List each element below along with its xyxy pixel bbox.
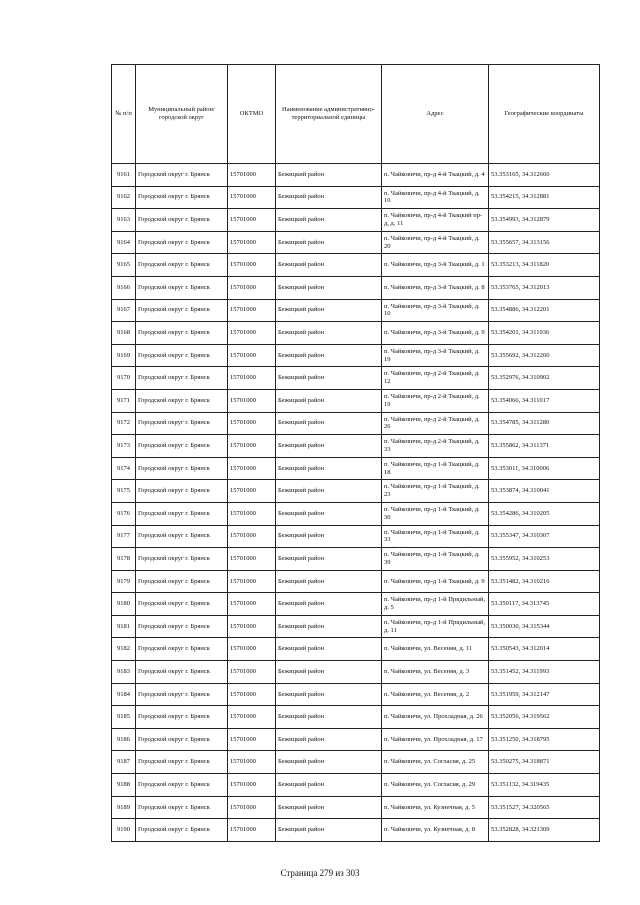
cell-num: 9163 bbox=[112, 209, 136, 232]
cell-municipality: Городской округ г. Брянск bbox=[136, 367, 228, 390]
table-row bbox=[112, 322, 600, 345]
cell-admin-unit: Бежицкий район bbox=[276, 819, 382, 842]
cell-address: п. Чайковичи, ул. Весеняя, д. 3 bbox=[382, 661, 489, 684]
cell-address: п. Чайковичи, пр-д 4-й Ткацкий, д. 10 bbox=[382, 186, 489, 209]
cell-num: 9174 bbox=[112, 457, 136, 480]
cell-coords: 53.351250, 34.318795 bbox=[489, 728, 600, 751]
cell-num: 9171 bbox=[112, 389, 136, 412]
cell-num: 9184 bbox=[112, 683, 136, 706]
table-row bbox=[112, 480, 600, 503]
cell-address: п. Чайковичи, пр-д 3-й Ткацкий, д. 8 bbox=[382, 276, 489, 299]
cell-coords: 53.354215, 34.312881 bbox=[489, 186, 600, 209]
cell-num: 9189 bbox=[112, 796, 136, 819]
cell-num: 9180 bbox=[112, 593, 136, 616]
table-row bbox=[112, 209, 600, 232]
cell-admin-unit: Бежицкий район bbox=[276, 683, 382, 706]
cell-coords: 53.354201, 34.311936 bbox=[489, 322, 600, 345]
cell-oktmo: 15701000 bbox=[228, 254, 276, 277]
cell-address: п. Чайковичи, ул. Кузнечная, д. 5 bbox=[382, 796, 489, 819]
cell-admin-unit: Бежицкий район bbox=[276, 186, 382, 209]
cell-admin-unit: Бежицкий район bbox=[276, 593, 382, 616]
cell-municipality: Городской округ г. Брянск bbox=[136, 254, 228, 277]
table-row bbox=[112, 683, 600, 706]
registry-table bbox=[111, 64, 600, 842]
cell-num: 9169 bbox=[112, 344, 136, 367]
cell-municipality: Городской округ г. Брянск bbox=[136, 661, 228, 684]
cell-oktmo: 15701000 bbox=[228, 796, 276, 819]
cell-address: п. Чайковичи, пр-д 4-й Ткацкий, д. 4 bbox=[382, 164, 489, 187]
header-municipality: Муниципальный район/городской округ bbox=[136, 65, 228, 164]
cell-municipality: Городской округ г. Брянск bbox=[136, 774, 228, 797]
cell-oktmo: 15701000 bbox=[228, 480, 276, 503]
cell-coords: 53.351452, 34.311993 bbox=[489, 661, 600, 684]
table-row bbox=[112, 796, 600, 819]
cell-oktmo: 15701000 bbox=[228, 299, 276, 322]
cell-coords: 53.352056, 34.319562 bbox=[489, 706, 600, 729]
cell-coords: 53.354993, 34.312879 bbox=[489, 209, 600, 232]
cell-oktmo: 15701000 bbox=[228, 548, 276, 571]
cell-coords: 53.352828, 34.321309 bbox=[489, 819, 600, 842]
cell-oktmo: 15701000 bbox=[228, 661, 276, 684]
cell-admin-unit: Бежицкий район bbox=[276, 276, 382, 299]
cell-oktmo: 15701000 bbox=[228, 209, 276, 232]
table-row bbox=[112, 254, 600, 277]
cell-admin-unit: Бежицкий район bbox=[276, 751, 382, 774]
cell-admin-unit: Бежицкий район bbox=[276, 796, 382, 819]
header-num: № п/п bbox=[112, 65, 136, 164]
cell-municipality: Городской округ г. Брянск bbox=[136, 322, 228, 345]
header-address: Адрес bbox=[382, 65, 489, 164]
cell-admin-unit: Бежицкий район bbox=[276, 502, 382, 525]
cell-num: 9162 bbox=[112, 186, 136, 209]
cell-admin-unit: Бежицкий район bbox=[276, 344, 382, 367]
cell-address: п. Чайковичи, ул. Прохладная, д. 26 bbox=[382, 706, 489, 729]
cell-admin-unit: Бежицкий район bbox=[276, 728, 382, 751]
cell-oktmo: 15701000 bbox=[228, 389, 276, 412]
cell-oktmo: 15701000 bbox=[228, 322, 276, 345]
cell-admin-unit: Бежицкий район bbox=[276, 435, 382, 458]
cell-admin-unit: Бежицкий район bbox=[276, 209, 382, 232]
cell-municipality: Городской округ г. Брянск bbox=[136, 525, 228, 548]
cell-oktmo: 15701000 bbox=[228, 638, 276, 661]
cell-coords: 53.353213, 34.311820 bbox=[489, 254, 600, 277]
table-row bbox=[112, 457, 600, 480]
cell-coords: 53.353765, 34.312013 bbox=[489, 276, 600, 299]
cell-oktmo: 15701000 bbox=[228, 751, 276, 774]
cell-municipality: Городской округ г. Брянск bbox=[136, 570, 228, 593]
cell-coords: 53.350275, 34.318871 bbox=[489, 751, 600, 774]
cell-admin-unit: Бежицкий район bbox=[276, 457, 382, 480]
cell-municipality: Городской округ г. Брянск bbox=[136, 615, 228, 638]
table-body bbox=[112, 164, 600, 842]
table-row bbox=[112, 367, 600, 390]
cell-num: 9185 bbox=[112, 706, 136, 729]
cell-oktmo: 15701000 bbox=[228, 728, 276, 751]
cell-num: 9166 bbox=[112, 276, 136, 299]
cell-address: п. Чайковичи, пр-д 1-й Ткацкий, д. 18 bbox=[382, 457, 489, 480]
cell-municipality: Городской округ г. Брянск bbox=[136, 819, 228, 842]
cell-oktmo: 15701000 bbox=[228, 164, 276, 187]
cell-oktmo: 15701000 bbox=[228, 231, 276, 254]
cell-address: п. Чайковичи, пр-д 2-й Ткацкий, д. 19 bbox=[382, 389, 489, 412]
cell-address: п. Чайковичи, пр-д 3-й Ткацкий, д. 1 bbox=[382, 254, 489, 277]
cell-oktmo: 15701000 bbox=[228, 186, 276, 209]
cell-address: п. Чайковичи, пр-д 1-й Прядильный, д. 5 bbox=[382, 593, 489, 616]
cell-municipality: Городской округ г. Брянск bbox=[136, 457, 228, 480]
cell-oktmo: 15701000 bbox=[228, 683, 276, 706]
cell-admin-unit: Бежицкий район bbox=[276, 367, 382, 390]
table-row bbox=[112, 299, 600, 322]
cell-coords: 53.351482, 34.310216 bbox=[489, 570, 600, 593]
cell-coords: 53.351132, 34.319435 bbox=[489, 774, 600, 797]
cell-oktmo: 15701000 bbox=[228, 615, 276, 638]
cell-coords: 53.350030, 34.315344 bbox=[489, 615, 600, 638]
cell-coords: 53.355657, 34.313156 bbox=[489, 231, 600, 254]
cell-address: п. Чайковичи, ул. Весеняя, д. 11 bbox=[382, 638, 489, 661]
cell-admin-unit: Бежицкий район bbox=[276, 254, 382, 277]
cell-address: п. Чайковичи, ул. Согласия, д. 25 bbox=[382, 751, 489, 774]
cell-num: 9172 bbox=[112, 412, 136, 435]
cell-coords: 53.355952, 34.310253 bbox=[489, 548, 600, 571]
page-number: Страница 279 из 303 bbox=[280, 868, 360, 878]
cell-admin-unit: Бежицкий район bbox=[276, 548, 382, 571]
cell-admin-unit: Бежицкий район bbox=[276, 525, 382, 548]
cell-coords: 53.354286, 34.310205 bbox=[489, 502, 600, 525]
table-row bbox=[112, 638, 600, 661]
cell-admin-unit: Бежицкий район bbox=[276, 164, 382, 187]
cell-municipality: Городской округ г. Брянск bbox=[136, 548, 228, 571]
table-row bbox=[112, 231, 600, 254]
cell-address: п. Чайковичи, пр-д 2-й Ткацкий, д. 12 bbox=[382, 367, 489, 390]
cell-municipality: Городской округ г. Брянск bbox=[136, 751, 228, 774]
cell-address: п. Чайковичи, ул. Прохладная, д. 17 bbox=[382, 728, 489, 751]
cell-admin-unit: Бежицкий район bbox=[276, 570, 382, 593]
cell-municipality: Городской округ г. Брянск bbox=[136, 796, 228, 819]
table-header bbox=[112, 65, 600, 164]
cell-oktmo: 15701000 bbox=[228, 412, 276, 435]
cell-municipality: Городской округ г. Брянск bbox=[136, 389, 228, 412]
cell-admin-unit: Бежицкий район bbox=[276, 389, 382, 412]
cell-oktmo: 15701000 bbox=[228, 706, 276, 729]
cell-oktmo: 15701000 bbox=[228, 502, 276, 525]
cell-address: п. Чайковичи, пр-д 4-й Ткацкий, д. 20 bbox=[382, 231, 489, 254]
cell-address: п. Чайковичи, пр-д 1-й Ткацкий, д. 39 bbox=[382, 548, 489, 571]
cell-address: п. Чайковичи, пр-д 1-й Ткацкий, д. 23 bbox=[382, 480, 489, 503]
cell-num: 9179 bbox=[112, 570, 136, 593]
cell-oktmo: 15701000 bbox=[228, 435, 276, 458]
cell-coords: 53.354886, 34.312201 bbox=[489, 299, 600, 322]
cell-num: 9187 bbox=[112, 751, 136, 774]
cell-num: 9183 bbox=[112, 661, 136, 684]
cell-num: 9181 bbox=[112, 615, 136, 638]
cell-oktmo: 15701000 bbox=[228, 344, 276, 367]
cell-num: 9186 bbox=[112, 728, 136, 751]
header-oktmo: ОКТМО bbox=[228, 65, 276, 164]
table-row bbox=[112, 548, 600, 571]
cell-address: п. Чайковичи, пр-д 2-й Ткацкий, д. 33 bbox=[382, 435, 489, 458]
cell-coords: 53.355347, 34.310307 bbox=[489, 525, 600, 548]
header-coords: Географические координаты bbox=[489, 65, 600, 164]
cell-coords: 53.352976, 34.310902 bbox=[489, 367, 600, 390]
cell-address: п. Чайковичи, пр-д 1-й Прядильный, д. 11 bbox=[382, 615, 489, 638]
table-row bbox=[112, 819, 600, 842]
cell-address: п. Чайковичи, пр-д 3-й Ткацкий, д. 19 bbox=[382, 344, 489, 367]
cell-num: 9167 bbox=[112, 299, 136, 322]
cell-coords: 53.354066, 34.311017 bbox=[489, 389, 600, 412]
table-row bbox=[112, 661, 600, 684]
table-row bbox=[112, 389, 600, 412]
cell-address: п. Чайковичи, пр-д 3-й Ткацкий, д. 9 bbox=[382, 322, 489, 345]
cell-admin-unit: Бежицкий район bbox=[276, 480, 382, 503]
cell-num: 9164 bbox=[112, 231, 136, 254]
cell-oktmo: 15701000 bbox=[228, 457, 276, 480]
cell-num: 9175 bbox=[112, 480, 136, 503]
cell-oktmo: 15701000 bbox=[228, 593, 276, 616]
cell-coords: 53.354785, 34.311280 bbox=[489, 412, 600, 435]
cell-oktmo: 15701000 bbox=[228, 276, 276, 299]
cell-municipality: Городской округ г. Брянск bbox=[136, 276, 228, 299]
cell-num: 9190 bbox=[112, 819, 136, 842]
cell-oktmo: 15701000 bbox=[228, 570, 276, 593]
cell-oktmo: 15701000 bbox=[228, 774, 276, 797]
cell-municipality: Городской округ г. Брянск bbox=[136, 344, 228, 367]
cell-admin-unit: Бежицкий район bbox=[276, 661, 382, 684]
cell-municipality: Городской округ г. Брянск bbox=[136, 412, 228, 435]
cell-admin-unit: Бежицкий район bbox=[276, 322, 382, 345]
cell-address: п. Чайковичи, ул. Согласия, д. 29 bbox=[382, 774, 489, 797]
cell-municipality: Городской округ г. Брянск bbox=[136, 231, 228, 254]
table-row bbox=[112, 525, 600, 548]
cell-address: п. Чайковичи, пр-д 1-й Ткацкий, д. 30 bbox=[382, 502, 489, 525]
cell-municipality: Городской округ г. Брянск bbox=[136, 683, 228, 706]
cell-municipality: Городской округ г. Брянск bbox=[136, 186, 228, 209]
table-row bbox=[112, 751, 600, 774]
cell-municipality: Городской округ г. Брянск bbox=[136, 209, 228, 232]
cell-num: 9188 bbox=[112, 774, 136, 797]
cell-num: 9170 bbox=[112, 367, 136, 390]
table-row bbox=[112, 435, 600, 458]
cell-address: п. Чайковичи, пр-д 4-й Ткацкий пр-д, д. 11 bbox=[382, 209, 489, 232]
cell-address: п. Чайковичи, пр-д 1-й Ткацкий, д. 9 bbox=[382, 570, 489, 593]
table-row bbox=[112, 570, 600, 593]
cell-admin-unit: Бежицкий район bbox=[276, 615, 382, 638]
cell-admin-unit: Бежицкий район bbox=[276, 774, 382, 797]
cell-address: п. Чайковичи, пр-д 2-й Ткацкий, д. 26 bbox=[382, 412, 489, 435]
table-row bbox=[112, 276, 600, 299]
cell-municipality: Городской округ г. Брянск bbox=[136, 435, 228, 458]
cell-address: п. Чайковичи, пр-д 3-й Ткацкий, д. 10 bbox=[382, 299, 489, 322]
header-admin-unit: Наименование административно-территориальной единицы bbox=[276, 65, 382, 164]
table-row bbox=[112, 774, 600, 797]
cell-num: 9177 bbox=[112, 525, 136, 548]
cell-address: п. Чайковичи, ул. Весеняя, д. 2 bbox=[382, 683, 489, 706]
cell-municipality: Городской округ г. Брянск bbox=[136, 728, 228, 751]
cell-municipality: Городской округ г. Брянск bbox=[136, 706, 228, 729]
cell-num: 9161 bbox=[112, 164, 136, 187]
cell-oktmo: 15701000 bbox=[228, 525, 276, 548]
table-row bbox=[112, 728, 600, 751]
cell-admin-unit: Бежицкий район bbox=[276, 638, 382, 661]
cell-num: 9173 bbox=[112, 435, 136, 458]
cell-coords: 53.353874, 34.310041 bbox=[489, 480, 600, 503]
table-row bbox=[112, 502, 600, 525]
cell-admin-unit: Бежицкий район bbox=[276, 412, 382, 435]
cell-admin-unit: Бежицкий район bbox=[276, 231, 382, 254]
cell-coords: 53.350117, 34.313745 bbox=[489, 593, 600, 616]
table-row bbox=[112, 706, 600, 729]
cell-address: п. Чайковичи, пр-д 1-й Ткацкий, д. 33 bbox=[382, 525, 489, 548]
cell-coords: 53.355862, 34.311371 bbox=[489, 435, 600, 458]
cell-admin-unit: Бежицкий район bbox=[276, 706, 382, 729]
cell-municipality: Городской округ г. Брянск bbox=[136, 164, 228, 187]
header-row bbox=[112, 65, 600, 164]
table-row bbox=[112, 186, 600, 209]
cell-coords: 53.355692, 34.312260 bbox=[489, 344, 600, 367]
cell-municipality: Городской округ г. Брянск bbox=[136, 593, 228, 616]
cell-oktmo: 15701000 bbox=[228, 819, 276, 842]
cell-address: п. Чайковичи, ул. Кузнечная, д. 8 bbox=[382, 819, 489, 842]
cell-num: 9182 bbox=[112, 638, 136, 661]
cell-municipality: Городской округ г. Брянск bbox=[136, 638, 228, 661]
table-row bbox=[112, 615, 600, 638]
cell-coords: 53.351959, 34.312147 bbox=[489, 683, 600, 706]
cell-admin-unit: Бежицкий район bbox=[276, 299, 382, 322]
table-row bbox=[112, 593, 600, 616]
cell-municipality: Городской округ г. Брянск bbox=[136, 502, 228, 525]
cell-num: 9178 bbox=[112, 548, 136, 571]
cell-oktmo: 15701000 bbox=[228, 367, 276, 390]
cell-coords: 53.353165, 34.312660 bbox=[489, 164, 600, 187]
cell-municipality: Городской округ г. Брянск bbox=[136, 299, 228, 322]
table-row bbox=[112, 344, 600, 367]
cell-coords: 53.350543, 34.312014 bbox=[489, 638, 600, 661]
cell-municipality: Городской округ г. Брянск bbox=[136, 480, 228, 503]
cell-coords: 53.353011, 34.310006 bbox=[489, 457, 600, 480]
table-row bbox=[112, 412, 600, 435]
cell-num: 9168 bbox=[112, 322, 136, 345]
cell-num: 9165 bbox=[112, 254, 136, 277]
cell-coords: 53.351527, 34.320565 bbox=[489, 796, 600, 819]
table-row bbox=[112, 164, 600, 187]
cell-num: 9176 bbox=[112, 502, 136, 525]
